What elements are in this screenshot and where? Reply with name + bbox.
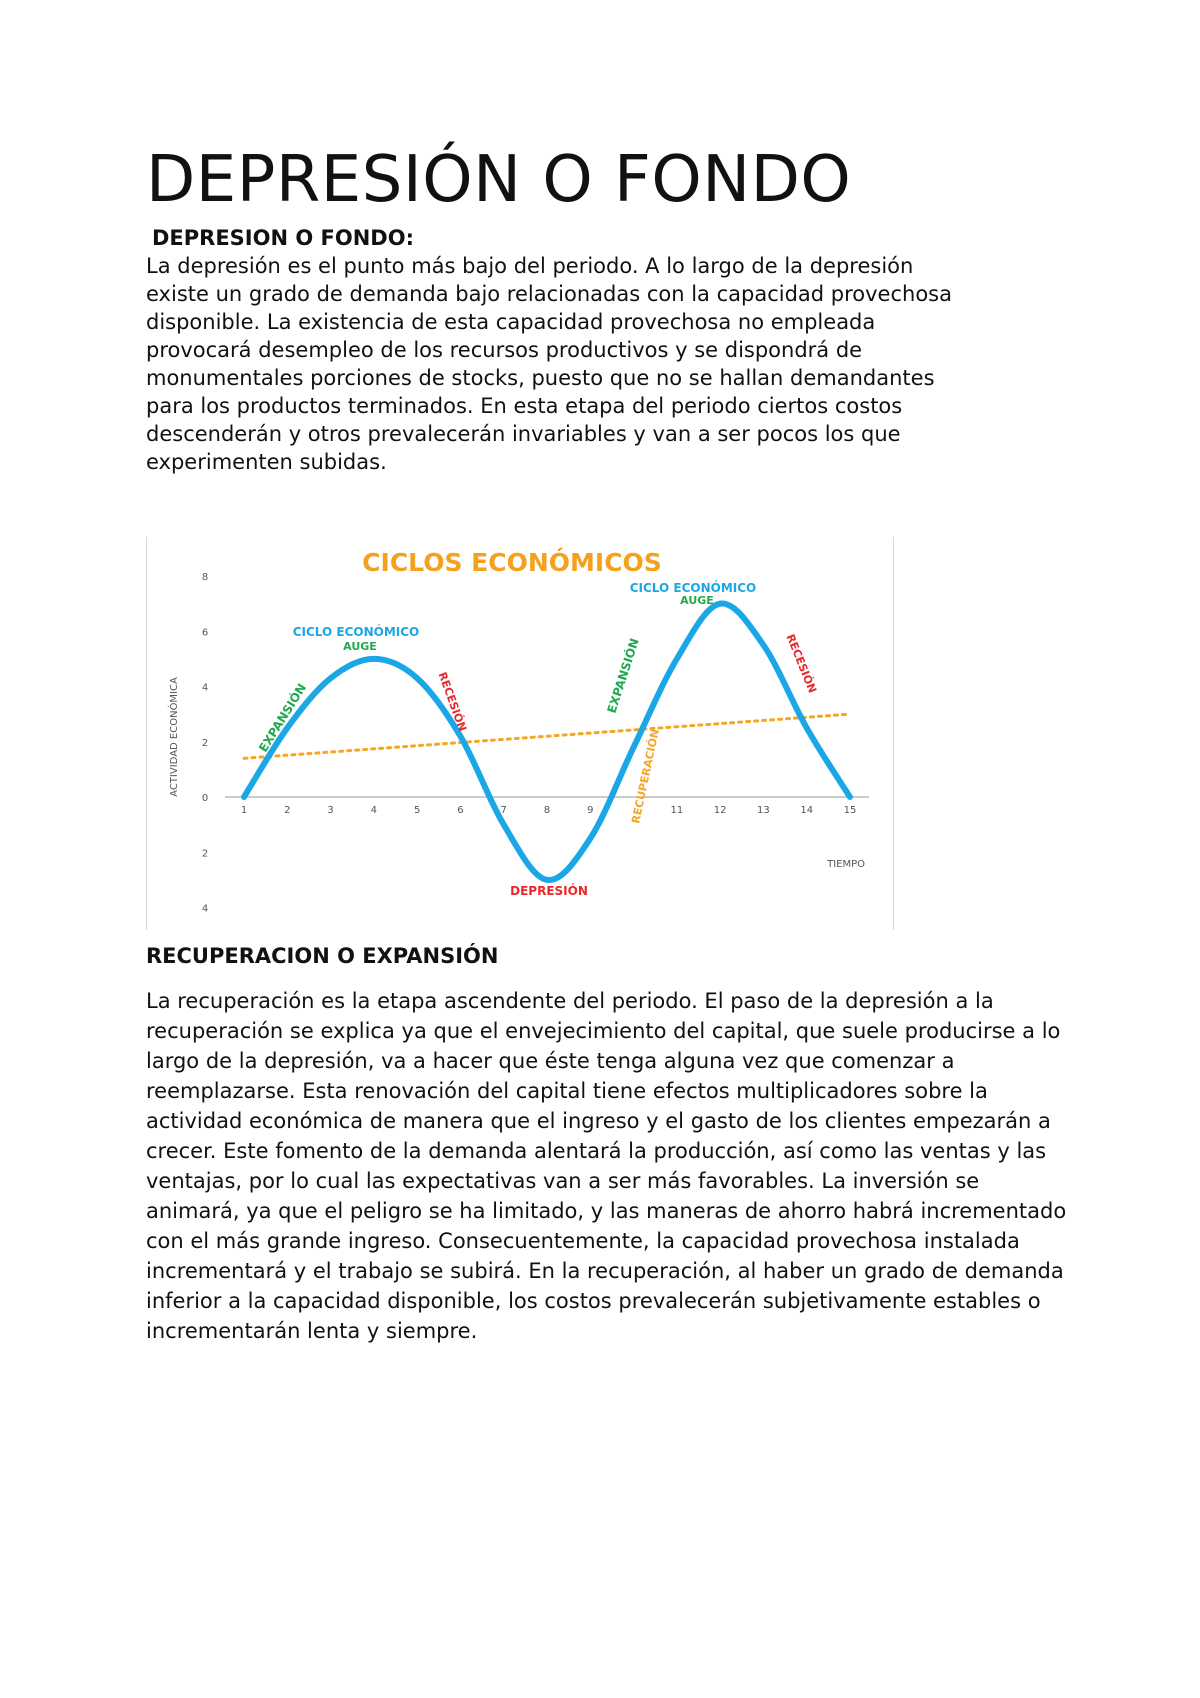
annotation-expansion-1: EXPANSIÓN [256, 681, 310, 755]
y-tick-label: 6 [201, 627, 209, 639]
annotation-ciclo-1: CICLO ECONÓMICO [292, 625, 420, 639]
y-tick-label: 4 [201, 682, 209, 694]
x-tick-label: 6 [457, 805, 464, 816]
x-tick-label: 7 [500, 805, 507, 816]
business-cycle-chart [146, 537, 894, 930]
trend-line [244, 714, 850, 758]
annotation-expansion-2: EXPANSIÓN [604, 636, 642, 715]
x-tick-label: 1 [240, 805, 248, 816]
x-tick-label: 14 [800, 805, 814, 816]
x-tick-label: 3 [327, 805, 334, 816]
annotation-auge-2: AUGE [680, 594, 714, 607]
section1-paragraph: La depresión es el punto más bajo del periodo. A lo largo de la depresión existe un grado de demanda bajo relacionadas con la capacidad provechosa disponible. La existencia de esta capacidad provechosa no empleada provocará desempleo de los recursos productivos y se dispondrá de monumentales porciones de stocks, puesto que no se hallan demandantes para los productos terminados. En esta etapa del periodo ciertos costos descenderán y otros prevalecerán invariables y van a ser pocos los que experimenten subidas. [146, 254, 952, 474]
annotation-recuperacion: RECUPERACIÓN [629, 727, 662, 825]
cycle-line [244, 603, 850, 880]
section1-heading: DEPRESION O FONDO: [152, 226, 414, 250]
chart-svg [147, 537, 893, 930]
y-tick-label: 2 [201, 737, 209, 749]
y-tick-label: 2 [201, 848, 209, 860]
x-tick-label: 9 [587, 805, 594, 816]
document-title: DEPRESIÓN O FONDO [146, 143, 852, 217]
annotation-ciclo-2: CICLO ECONÓMICO [629, 581, 757, 595]
x-tick-label: 12 [713, 805, 727, 816]
chart-title: CICLOS ECONÓMICOS [362, 548, 662, 577]
section2-paragraph: La recuperación es la etapa ascendente del periodo. El paso de la depresión a la recuperación se explica ya que el envejecimiento del capital, que suele producirse a lo largo de la depresión, va a hacer que éste tenga alguna vez que comenzar a reemplazarse. Esta renovación del capital tiene efectos multiplicadores sobre la actividad económica de manera que el ingreso y el gasto de los clientes empezarán a crecer. Este fomento de la demanda alentará la producción, así como las ventas y las ventajas, por lo cual las expectativas van a ser más favorables. La inversión se animará, ya que el peligro se ha limitado, y las maneras de ahorro habrá incrementado con el más grande ingreso. Consecuentemente, la capacidad provechosa instalada incrementará y el trabajo se subirá. En la recuperación, al haber un grado de demanda inferior a la capacidad disponible, los costos prevalecerán subjetivamente estables o incrementarán lenta y siempre. [146, 989, 1067, 1343]
section2-heading: RECUPERACION O EXPANSIÓN [146, 944, 499, 968]
x-tick-label: 15 [843, 805, 857, 816]
x-tick-label: 8 [543, 805, 551, 816]
x-tick-label: 13 [757, 805, 770, 816]
y-tick-label: 8 [201, 572, 209, 583]
y-tick-label: 0 [201, 793, 209, 804]
annotation-recesion-1: RECESIÓN [435, 670, 470, 734]
x-axis-label: TIEMPO [827, 859, 865, 870]
x-tick-label: 5 [413, 805, 421, 816]
x-tick-label: 4 [370, 805, 378, 816]
y-axis-label: ACTIVIDAD ECONÓMICA [169, 677, 180, 797]
y-tick-label: 4 [201, 903, 209, 915]
annotation-recesion-2: RECESIÓN [783, 632, 819, 695]
x-tick-label: 11 [670, 805, 684, 816]
annotation-auge-1: AUGE [343, 640, 377, 653]
annotation-depresion: DEPRESIÓN [510, 884, 588, 898]
x-tick-label: 2 [284, 805, 291, 816]
